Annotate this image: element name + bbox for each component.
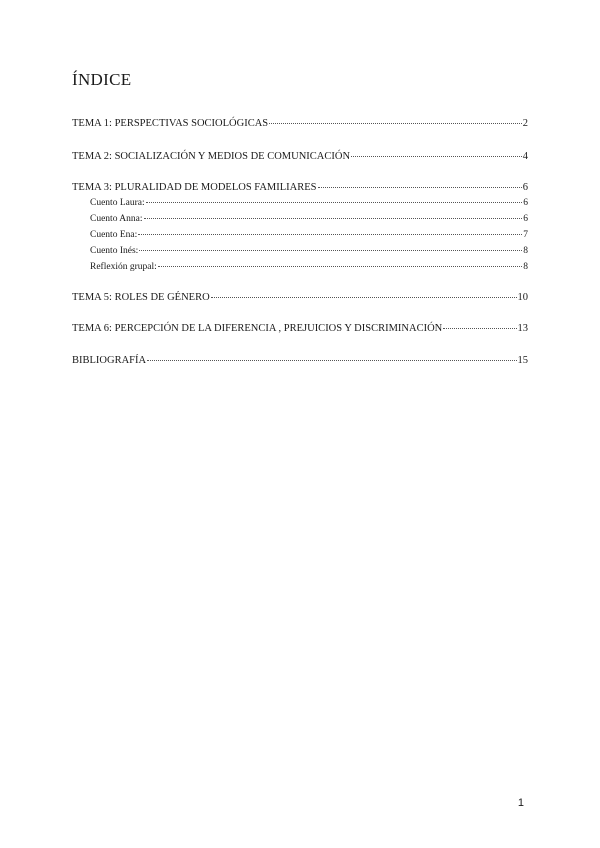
- page-number: 1: [517, 797, 524, 809]
- toc-entry-page: 8: [523, 262, 528, 272]
- toc-leader-dots: [269, 123, 522, 124]
- toc-entry-page: 6: [522, 182, 528, 193]
- toc-leader-dots: [351, 156, 522, 157]
- toc-leader-dots: [147, 360, 516, 361]
- toc-entry-page: 13: [517, 323, 528, 334]
- toc-entry-page: 7: [523, 230, 528, 240]
- toc-entry-cuento-ena[interactable]: [90, 230, 528, 240]
- toc-entry-tema-5[interactable]: [72, 292, 528, 303]
- toc-entry-tema-3[interactable]: [72, 182, 528, 193]
- toc-entry-page: 8: [523, 246, 528, 256]
- toc-leader-dots: [318, 187, 522, 188]
- toc-entry-tema-2[interactable]: [72, 151, 528, 162]
- toc-entry-page: 6: [523, 198, 528, 208]
- toc-entry-label: Cuento Inés:: [90, 246, 139, 256]
- toc-entry-page: 15: [517, 355, 528, 366]
- toc-entry-label: TEMA 2: SOCIALIZACIÓN Y MEDIOS DE COMUNICACIÓN: [72, 151, 351, 162]
- toc-entry-label: Reflexión grupal:: [90, 262, 157, 272]
- toc-entry-page: 10: [517, 292, 528, 303]
- toc-entry-bibliografia[interactable]: [72, 355, 528, 366]
- toc-entry-page: 2: [522, 118, 528, 129]
- index-title: ÍNDICE: [72, 70, 132, 89]
- toc-entry-label: Cuento Ena:: [90, 230, 138, 240]
- toc-entry-tema-1[interactable]: [72, 118, 528, 129]
- toc-entry-label: Cuento Laura:: [90, 198, 145, 208]
- toc-entry-cuento-anna[interactable]: [90, 214, 528, 224]
- toc-entry-label: TEMA 3: PLURALIDAD DE MODELOS FAMILIARES: [72, 182, 317, 193]
- toc-entry-label: BIBLIOGRAFÍA: [72, 355, 147, 366]
- toc-leader-dots: [144, 218, 523, 219]
- toc-leader-dots: [211, 297, 517, 298]
- toc-entry-cuento-ines[interactable]: [90, 246, 528, 256]
- toc-leader-dots: [146, 202, 523, 203]
- toc-entry-label: TEMA 5: ROLES DE GÉNERO: [72, 292, 210, 303]
- toc-entry-label: TEMA 1: PERSPECTIVAS SOCIOLÓGICAS: [72, 118, 269, 129]
- toc-entry-label: TEMA 6: PERCEPCIÓN DE LA DIFERENCIA , PREJUICIOS Y DISCRIMINACIÓN: [72, 323, 443, 334]
- toc-leader-dots: [139, 250, 522, 251]
- toc-entry-tema-6[interactable]: [72, 323, 528, 334]
- toc-leader-dots: [443, 328, 516, 329]
- toc-leader-dots: [158, 266, 523, 267]
- toc-entry-reflexion-grupal[interactable]: [90, 262, 528, 272]
- toc-leader-dots: [138, 234, 522, 235]
- toc-entry-page: 6: [523, 214, 528, 224]
- toc-entry-page: 4: [522, 151, 528, 162]
- toc-entry-cuento-laura[interactable]: [90, 198, 528, 208]
- toc-entry-label: Cuento Anna:: [90, 214, 143, 224]
